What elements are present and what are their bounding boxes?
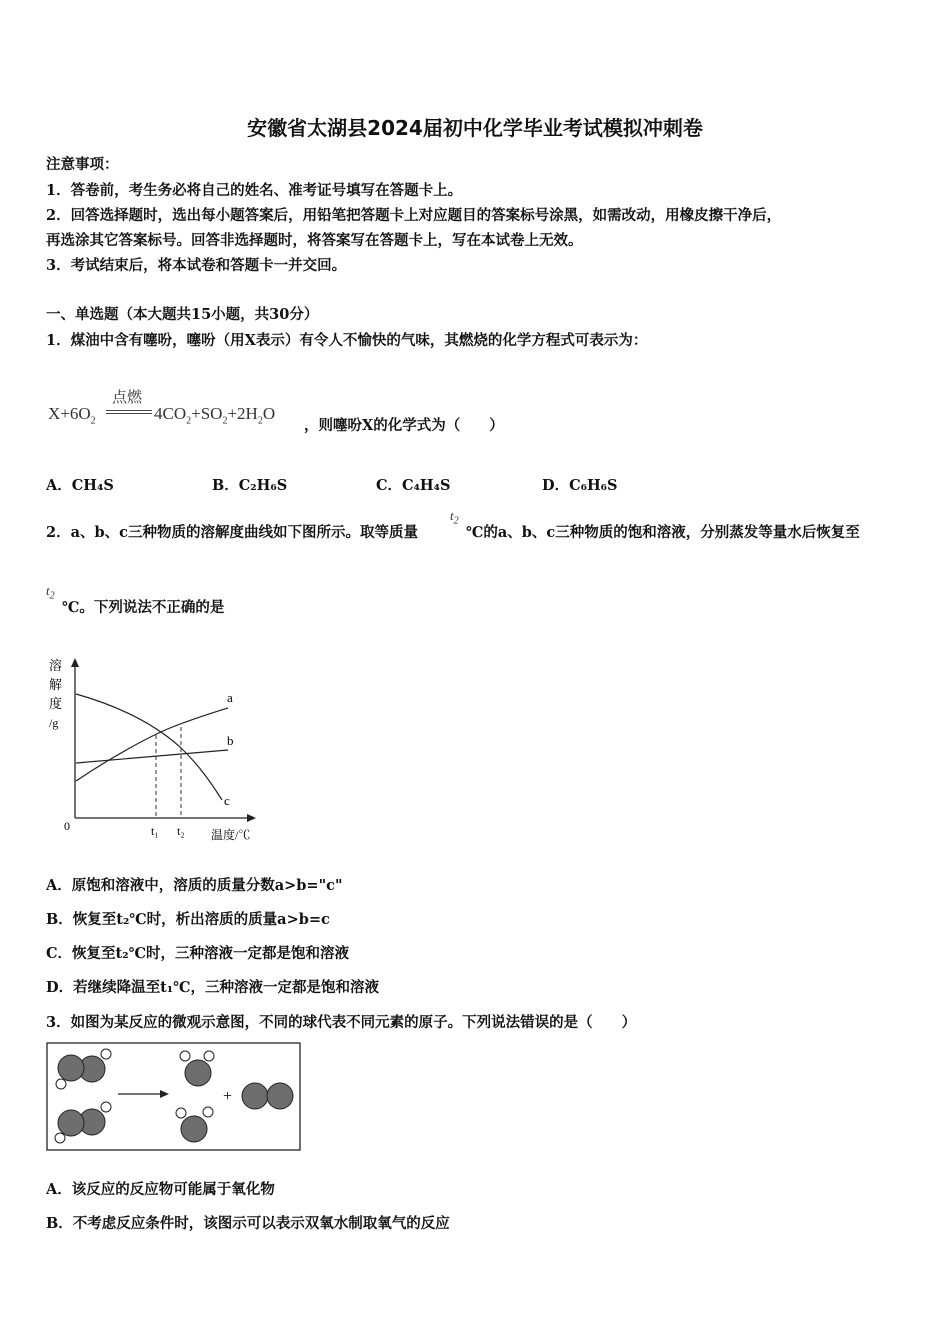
curve-b: [76, 750, 228, 763]
chart-ylabel-3: 度: [49, 696, 63, 711]
page-title: 安徽省太湖县2024届初中化学毕业考试模拟冲刺卷: [247, 116, 703, 140]
eq-right: $4CO_2+SO_2+2H_2O$: [154, 404, 276, 427]
eq-left: X+6O: [48, 404, 91, 423]
chart-ylabel-4: /g: [49, 716, 59, 730]
q2-option-c: C．恢复至t₂℃时，三种溶液一定都是饱和溶液: [46, 945, 349, 962]
q1-option-c: C．C₄H₄S: [376, 477, 451, 494]
notice-item-3: 3．考试结束后，将本试卷和答题卡一并交回。: [46, 257, 347, 274]
q1-option-b: B．C₂H₆S: [212, 477, 288, 494]
q2-option-d: D．若继续降温至t₁℃，三种溶液一定都是饱和溶液: [46, 979, 379, 996]
plus-sign: +: [223, 1088, 233, 1105]
q1-stem: 1．煤油中含有噻吩，噻吩（用X表示）有令人不愉快的气味，其燃烧的化学方程式可表示为：: [46, 332, 648, 349]
q1-option-d: D．C₆H₆S: [542, 477, 618, 494]
q3-stem: 3．如图为某反应的微观示意图，不同的球代表不同元素的原子。下列说法错误的是（ ）: [46, 1014, 637, 1031]
eq-arrow: [106, 410, 152, 414]
x-axis-arrow: [247, 814, 256, 822]
q2-t2-inline-2: $t_2$: [46, 583, 55, 602]
q1-after: ，则噻吩X的化学式为（ ）: [304, 417, 504, 434]
reaction-diagram: [46, 1042, 302, 1152]
curve-c-label: c: [224, 793, 230, 808]
q1-equation: $X+6O_2$: [48, 404, 96, 427]
tick-t2: t₂: [177, 824, 185, 838]
q2-stem-3: ℃。下列说法不正确的是: [62, 599, 225, 616]
notice-heading: 注意事项：: [46, 156, 119, 173]
q2-stem-2: ℃的a、b、c三种物质的饱和溶液，分别蒸发等量水后恢复至: [466, 524, 860, 541]
q1-option-a: A．CH₄S: [46, 477, 114, 494]
tick-t1: t₁: [151, 824, 159, 838]
q2-option-b: B．恢复至t₂℃时，析出溶质的质量a>b=c: [46, 911, 330, 928]
y-axis-arrow: [71, 658, 79, 667]
curve-c: [76, 694, 222, 800]
q3-option-b: B．不考虑反应条件时，该图示可以表示双氧水制取氧气的反应: [46, 1215, 450, 1232]
notice-item-1: 1．答卷前，考生务必将自己的姓名、准考证号填写在答题卡上。: [46, 182, 463, 199]
chart-origin: 0: [64, 819, 70, 833]
q2-option-a: A．原饱和溶液中，溶质的质量分数a>b="c": [46, 877, 343, 894]
chart-ylabel-1: 溶: [49, 658, 63, 673]
notice-item-2b: 再选涂其它答案标号。回答非选择题时，将答案写在答题卡上，写在本试卷上无效。: [46, 232, 583, 249]
chart-xlabel: 温度/℃: [211, 828, 251, 842]
chart-ylabel-2: 解: [49, 677, 63, 692]
curve-a-label: a: [227, 690, 233, 705]
eq-condition: 点燃: [112, 390, 143, 406]
solubility-chart: [40, 650, 270, 850]
curve-b-label: b: [227, 733, 234, 748]
q2-t2-inline: $t_2$: [450, 508, 459, 527]
q3-option-a: A．该反应的反应物可能属于氧化物: [46, 1181, 275, 1198]
q2-stem-1: 2．a、b、c三种物质的溶解度曲线如下图所示。取等质量: [46, 524, 418, 541]
notice-item-2a: 2．回答选择题时，选出每小题答案后，用铅笔把答题卡上对应题目的答案标号涂黑，如需改动，用橡皮擦干净后，: [46, 207, 782, 224]
curve-a: [76, 708, 228, 781]
section-heading: 一、单选题（本大题共15小题，共30分）: [46, 306, 319, 323]
